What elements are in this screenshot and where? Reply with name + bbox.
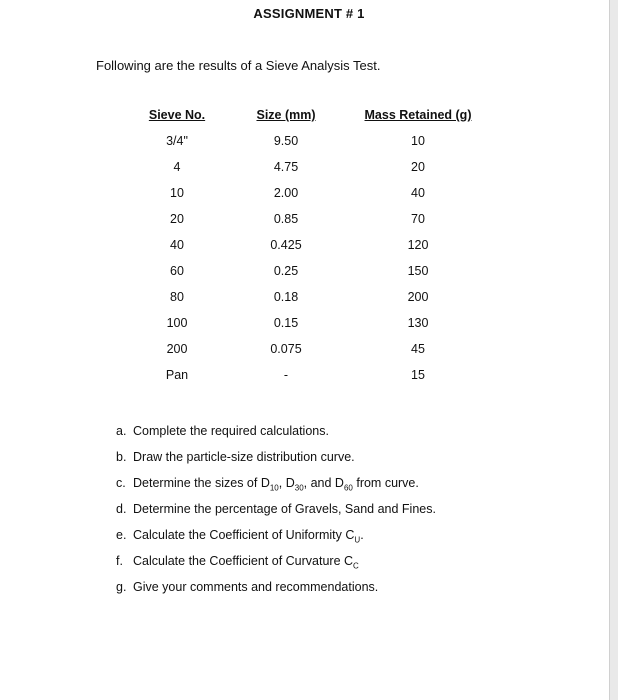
- question-label: c.: [116, 476, 126, 490]
- table-row: [0, 212, 618, 238]
- mass-cell: 200: [407, 290, 429, 304]
- question-text: Draw the particle-size distribution curve.: [133, 450, 355, 464]
- header-mass-retained: Mass Retained (g): [364, 108, 472, 122]
- question-label: d.: [116, 502, 127, 516]
- size-cell: -: [283, 368, 289, 382]
- question-e: [116, 528, 436, 554]
- size-cell: 0.15: [273, 316, 299, 330]
- intro-text: Following are the results of a Sieve Analysis Test.: [96, 58, 381, 73]
- question-label: g.: [116, 580, 127, 594]
- mass-cell: 70: [411, 212, 425, 226]
- sieve-no-cell: 4: [173, 160, 181, 174]
- table-row: [0, 290, 618, 316]
- sieve-no-cell: 40: [170, 238, 184, 252]
- sieve-no-cell: 60: [170, 264, 184, 278]
- question-d: [116, 502, 436, 528]
- question-g: [116, 580, 436, 606]
- mass-cell: 15: [411, 368, 425, 382]
- table-header-row: [0, 108, 618, 134]
- sieve-no-cell: Pan: [165, 368, 189, 382]
- table-row: [0, 238, 618, 264]
- sieve-no-cell: 20: [170, 212, 184, 226]
- question-label: b.: [116, 450, 127, 464]
- question-list: [116, 424, 436, 606]
- question-text: Calculate the Coefficient of Uniformity $C_U$.: [133, 528, 364, 545]
- sieve-table: [0, 108, 618, 394]
- question-label: f.: [116, 554, 123, 568]
- sieve-no-cell: 80: [170, 290, 184, 304]
- size-cell: 0.18: [273, 290, 299, 304]
- sieve-no-cell: 10: [170, 186, 184, 200]
- table-row: [0, 186, 618, 212]
- mass-cell: 45: [411, 342, 425, 356]
- table-row: [0, 342, 618, 368]
- question-text: Give your comments and recommendations.: [133, 580, 379, 594]
- sieve-no-cell: 100: [166, 316, 188, 330]
- question-f: [116, 554, 436, 580]
- question-text: Calculate the Coefficient of Curvature $C_C$: [133, 554, 359, 571]
- question-c: [116, 476, 436, 502]
- size-cell: 0.25: [273, 264, 299, 278]
- sieve-no-cell: 3/4": [166, 134, 188, 148]
- question-text: Complete the required calculations.: [133, 424, 329, 438]
- sieve-no-cell: 200: [166, 342, 188, 356]
- header-sieve-no: Sieve No.: [148, 108, 206, 122]
- question-a: [116, 424, 436, 450]
- header-size: Size (mm): [256, 108, 316, 122]
- question-text: Determine the percentage of Gravels, Sand and Fines.: [133, 502, 436, 516]
- question-label: a.: [116, 424, 127, 438]
- size-cell: 2.00: [273, 186, 299, 200]
- mass-cell: 40: [411, 186, 425, 200]
- mass-cell: 20: [411, 160, 425, 174]
- table-row: [0, 134, 618, 160]
- mass-cell: 120: [407, 238, 429, 252]
- size-cell: 0.85: [273, 212, 299, 226]
- mass-cell: 150: [407, 264, 429, 278]
- table-row: [0, 264, 618, 290]
- mass-cell: 130: [407, 316, 429, 330]
- size-cell: 0.075: [270, 342, 302, 356]
- table-row: [0, 368, 618, 394]
- question-label: e.: [116, 528, 127, 542]
- table-row: [0, 316, 618, 342]
- assignment-title: ASSIGNMENT # 1: [253, 6, 365, 21]
- mass-cell: 10: [411, 134, 425, 148]
- size-cell: 0.425: [270, 238, 302, 252]
- table-row: [0, 160, 618, 186]
- question-b: [116, 450, 436, 476]
- question-text: Determine the sizes of $D_{10}$, $D_{30}$, and $D_{60}$ from curve.: [133, 476, 419, 493]
- size-cell: 4.75: [273, 160, 299, 174]
- size-cell: 9.50: [273, 134, 299, 148]
